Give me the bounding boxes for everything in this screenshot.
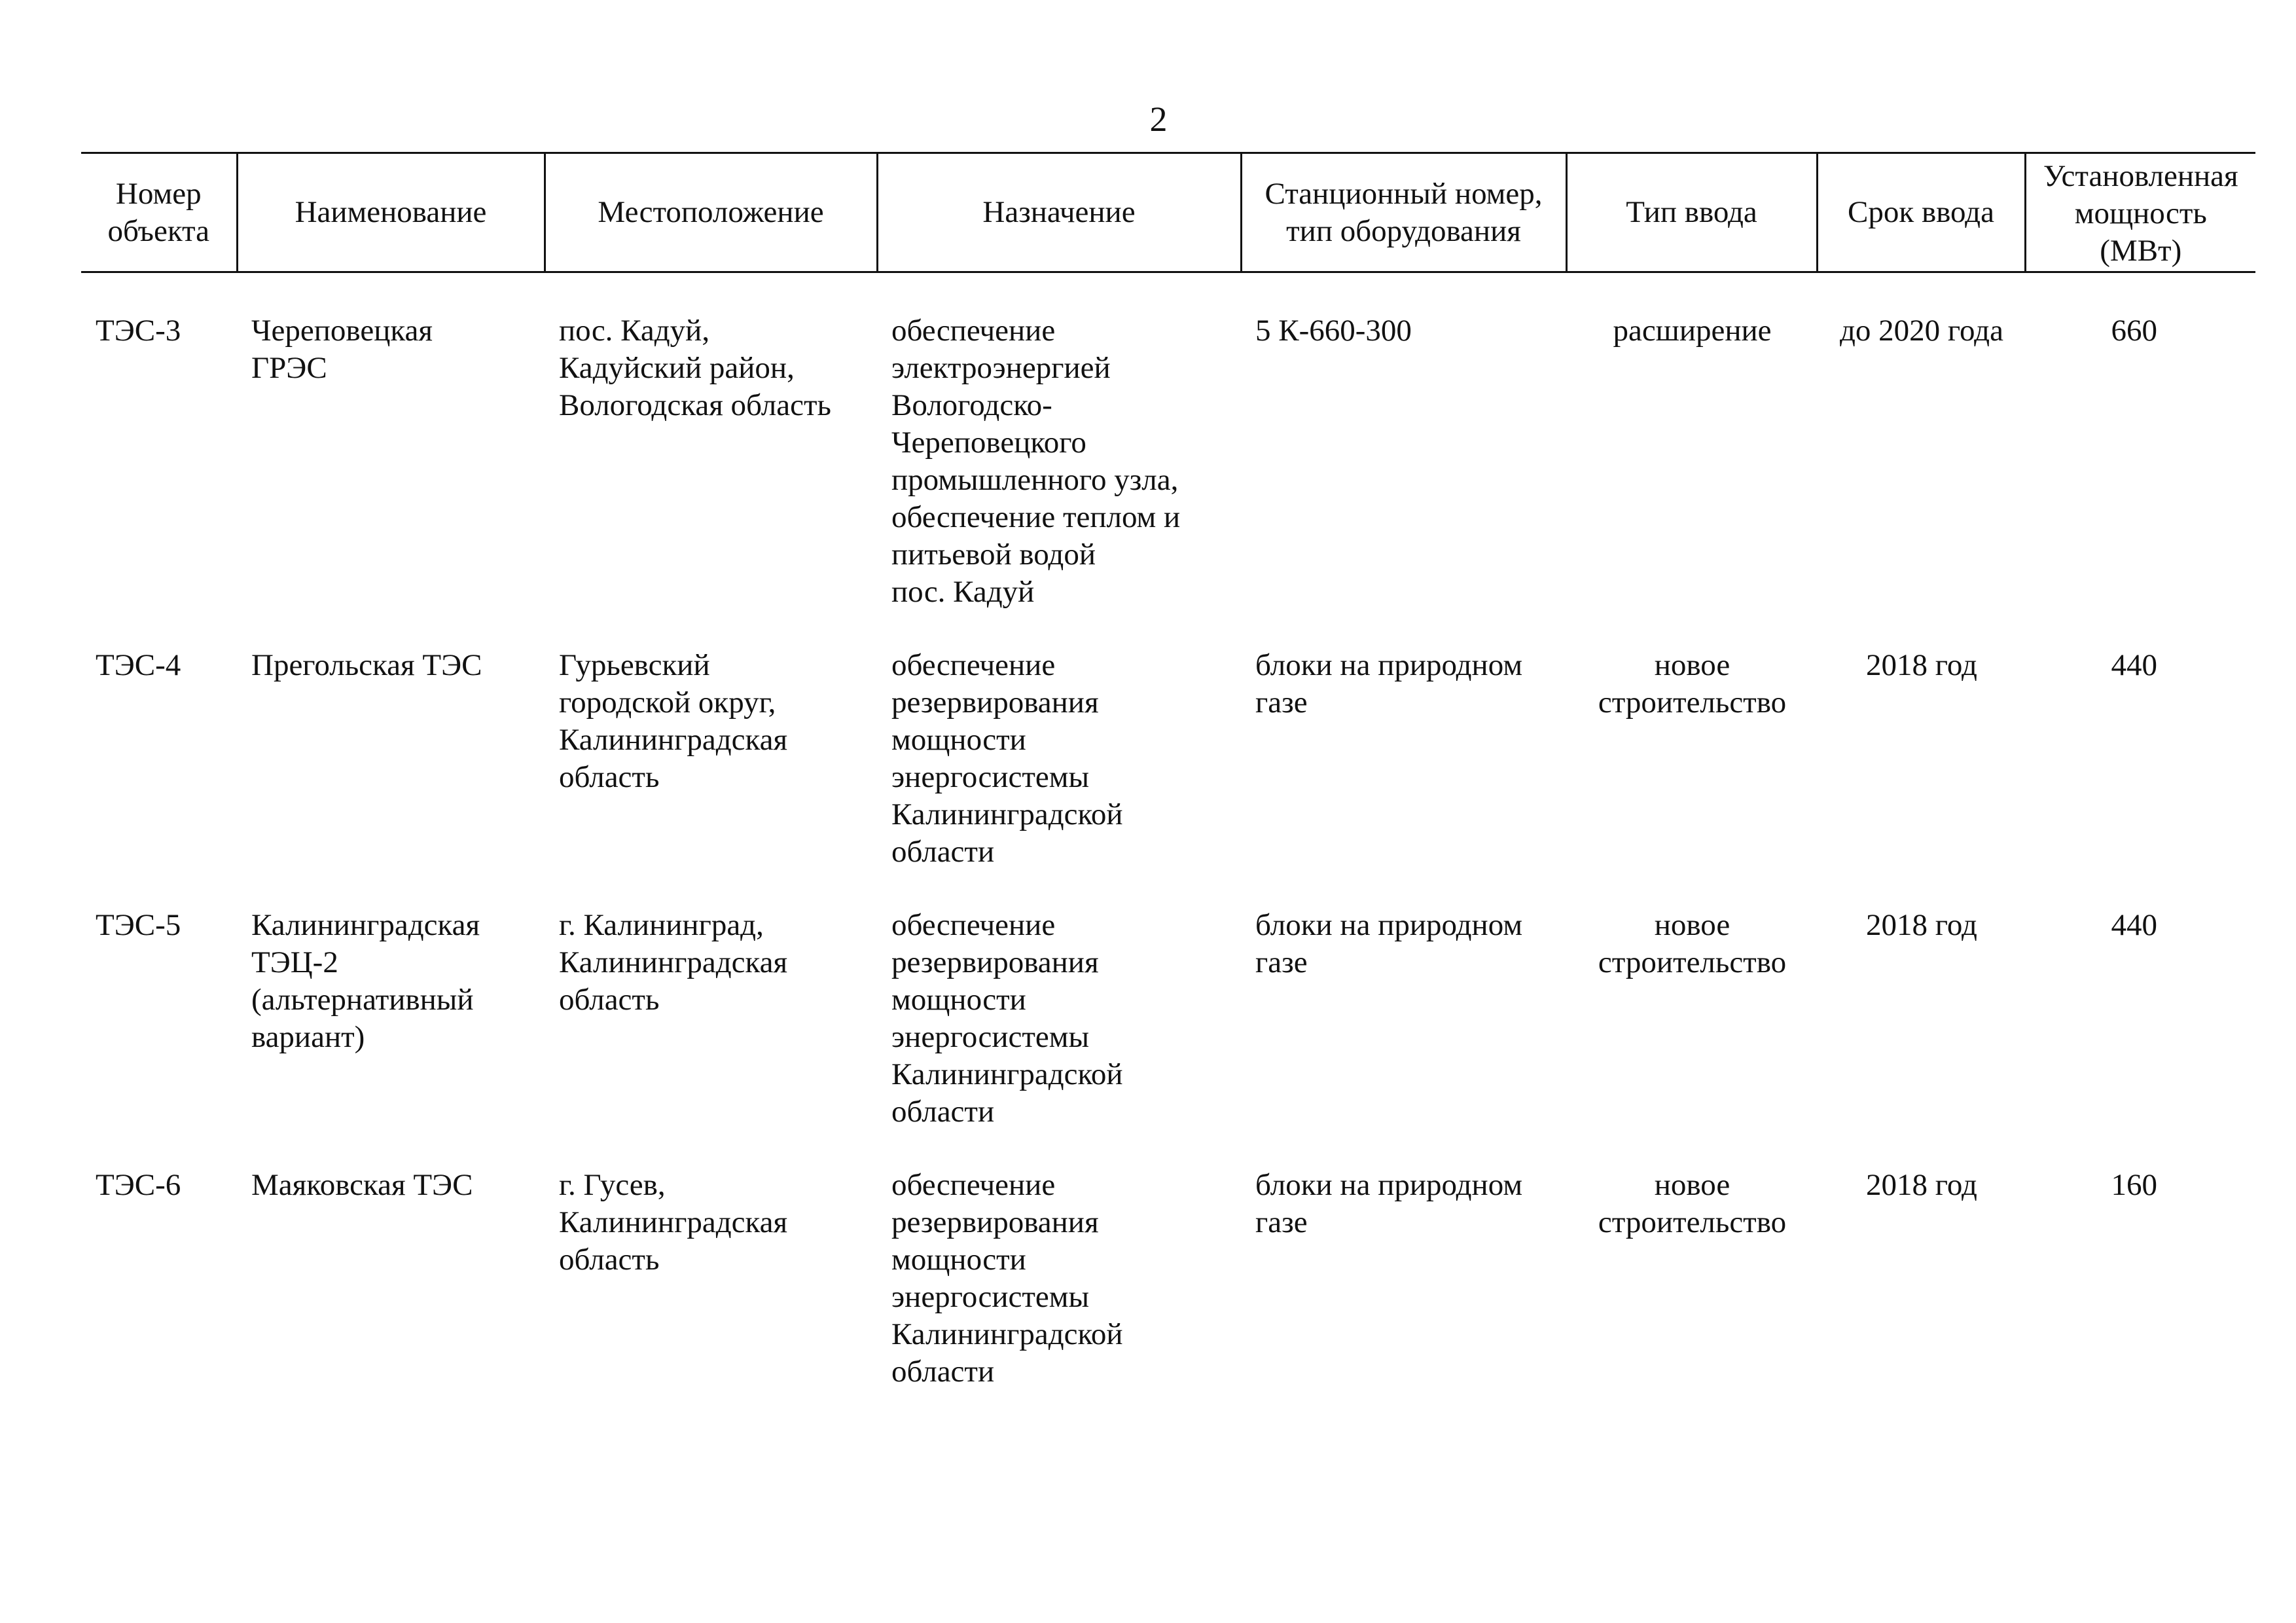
header-input-date: Срок ввода: [1817, 153, 2025, 272]
cell-input-type: расширение: [1613, 314, 1772, 348]
cell-installed-power: 440: [2111, 908, 2157, 942]
table-header: [81, 153, 2255, 272]
cell-purpose: обеспечение резервирования мощности энергосистемы Калининградской области: [891, 1168, 1123, 1389]
cell-location: Гурьевский городской округ, Калининградская область: [559, 648, 788, 794]
cell-name: Прегольская ТЭС: [251, 648, 482, 682]
cell-name: Калининградская ТЭЦ-2 (альтернативный вариант): [251, 908, 480, 1054]
cell-name: Маяковская ТЭС: [251, 1168, 473, 1202]
power-plants-table: [81, 152, 2255, 1427]
cell-purpose: обеспечение резервирования мощности энергосистемы Калининградской области: [891, 908, 1123, 1129]
cell-object-number: ТЭС-5: [96, 908, 181, 942]
table-body: [81, 272, 2255, 1427]
header-row: [81, 153, 2255, 272]
cell-equipment: 5 К-660-300: [1255, 314, 1412, 348]
cell-purpose: обеспечение электроэнергией Вологодско- Череповецкого промышленного узла, обеспечение теплом и питьевой водой пос. Кадуй: [891, 314, 1181, 609]
cell-input-date: до 2020 года: [1840, 314, 2003, 348]
cell-equipment: блоки на природном газе: [1255, 908, 1523, 979]
cell-object-number: ТЭС-3: [96, 314, 181, 348]
header-equipment: Станционный номер, тип оборудования: [1241, 153, 1566, 272]
cell-installed-power: 660: [2111, 314, 2157, 348]
cell-equipment: блоки на природном газе: [1255, 648, 1523, 720]
cell-input-date: 2018 год: [1866, 908, 1977, 942]
cell-location: г. Калининград, Калининградская область: [559, 908, 788, 1017]
cell-input-date: 2018 год: [1866, 1168, 1977, 1202]
table-row: [81, 647, 2255, 907]
cell-installed-power: 440: [2111, 648, 2157, 682]
cell-name: Череповецкая ГРЭС: [251, 314, 433, 385]
header-location: Местоположение: [545, 153, 877, 272]
header-installed-power: Установленная мощность (МВт): [2025, 153, 2255, 272]
table-row: [81, 907, 2255, 1167]
header-input-type: Тип ввода: [1566, 153, 1817, 272]
cell-equipment: блоки на природном газе: [1255, 1168, 1523, 1239]
cell-installed-power: 160: [2111, 1168, 2157, 1202]
cell-input-type: новое строительство: [1598, 908, 1787, 979]
page-number: 2: [1149, 100, 1168, 139]
cell-purpose: обеспечение резервирования мощности энергосистемы Калининградской области: [891, 648, 1123, 869]
cell-location: г. Гусев, Калининградская область: [559, 1168, 788, 1277]
table-row: [81, 272, 2255, 647]
cell-location: пос. Кадуй, Кадуйский район, Вологодская область: [559, 314, 831, 422]
cell-input-date: 2018 год: [1866, 648, 1977, 682]
cell-object-number: ТЭС-6: [96, 1168, 181, 1202]
cell-object-number: ТЭС-4: [96, 648, 181, 682]
header-object-number: Номер объекта: [81, 153, 237, 272]
header-purpose: Назначение: [877, 153, 1241, 272]
header-name: Наименование: [237, 153, 545, 272]
table-row: [81, 1167, 2255, 1427]
cell-input-type: новое строительство: [1598, 648, 1787, 720]
cell-input-type: новое строительство: [1598, 1168, 1787, 1239]
